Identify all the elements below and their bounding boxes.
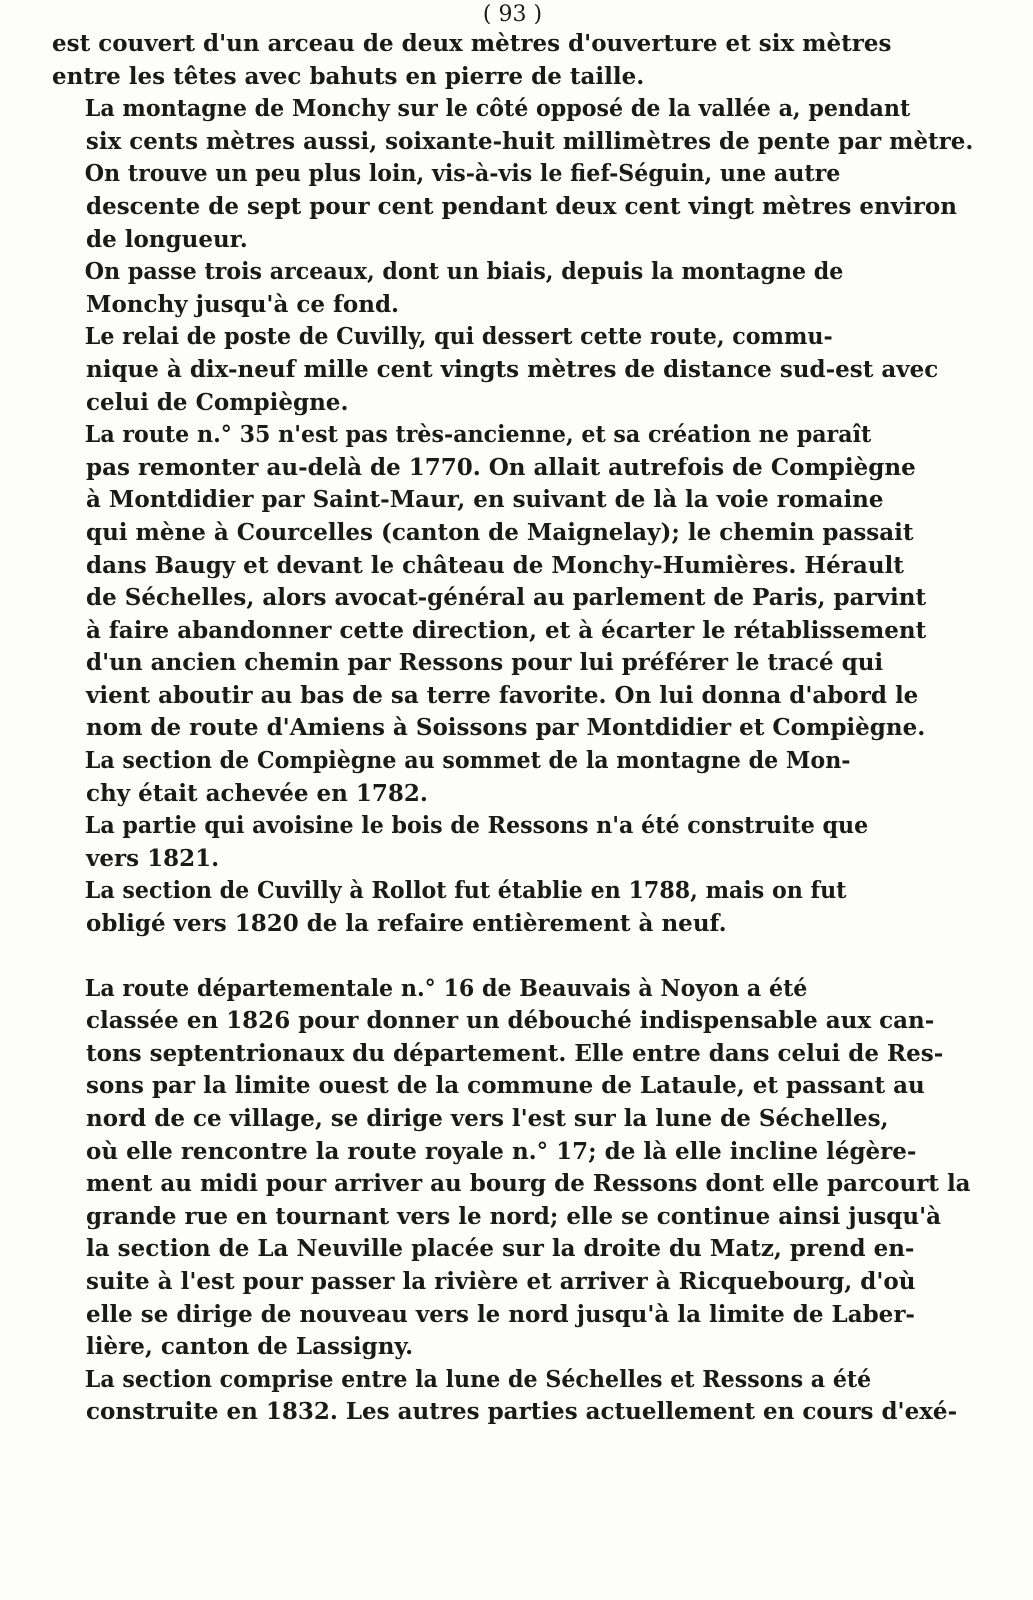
text-line: suite à l'est pour passer la rivière et arriver à Ricquebourg, d'où <box>86 1267 916 1295</box>
text-line: où elle rencontre la route royale n.° 17; de là elle incline légère- <box>86 1137 917 1165</box>
text-line: ment au midi pour arriver au bourg de Ressons dont elle parcourt la <box>86 1170 971 1198</box>
text-line: à Montdidier par Saint-Maur, en suivant de là la voie romaine <box>86 486 884 514</box>
text-line: entre les têtes avec bahuts en pierre de taille. <box>52 62 645 90</box>
paragraph <box>52 745 973 810</box>
text-line: construite en 1832. Les autres parties actuellement en cours d'exé- <box>86 1398 958 1426</box>
text-line: La route départementale n.° 16 de Beauvais à Noyon a été <box>84 974 808 1002</box>
text-line: On trouve un peu plus loin, vis-à-vis le fief-Séguin, une autre <box>84 160 841 188</box>
paragraph <box>52 158 973 256</box>
text-line: pas remonter au-delà de 1770. On allait autrefois de Compiègne <box>86 453 916 481</box>
text-line: d'un ancien chemin par Ressons pour lui préférer le tracé qui <box>86 649 884 677</box>
paragraph <box>52 256 973 321</box>
text-line: classée en 1826 pour donner un débouché indispensable aux can- <box>86 1007 935 1035</box>
text-line: six cents mètres aussi, soixante-huit millimètres de pente par mètre. <box>85 127 974 155</box>
text-line: sons par la limite ouest de la commune de Lataule, et passant au <box>86 1072 925 1100</box>
text-line: nique à dix-neuf mille cent vingts mètres de distance sud-est avec <box>86 355 939 383</box>
text-line: nom de route d'Amiens à Soissons par Montdidier et Compiègne. <box>86 714 926 742</box>
text-line: obligé vers 1820 de la refaire entièrement à neuf. <box>86 910 727 938</box>
page-number: ( 93 ) <box>482 2 543 24</box>
text-line: La route n.° 35 n'est pas très-ancienne, et sa création ne paraît <box>84 421 872 449</box>
text-line: La section de Compiègne au sommet de la montagne de Mon- <box>84 747 851 775</box>
paragraph <box>52 28 973 93</box>
text-line: La section de Cuvilly à Rollot fut établie en 1788, mais on fut <box>84 877 847 905</box>
text-body <box>52 28 973 1429</box>
text-line: celui de Compiègne. <box>86 388 349 416</box>
text-line: La montagne de Monchy sur le côté opposé de la vallée a, pendant <box>84 95 911 123</box>
text-line: Le relai de poste de Cuvilly, qui dessert cette route, commu- <box>84 323 833 351</box>
text-line: qui mène à Courcelles (canton de Maignelay); le chemin passait <box>86 518 914 546</box>
text-line: descente de sept pour cent pendant deux cent vingt mètres environ <box>86 192 957 220</box>
text-line: dans Baugy et devant le château de Monchy-Humières. Hérault <box>86 551 904 579</box>
text-line: nord de ce village, se dirige vers l'est sur la lune de Séchelles, <box>86 1105 889 1132</box>
text-line: de Séchelles, alors avocat-général au parlement de Paris, parvint <box>86 584 927 612</box>
text-line: grande rue en tournant vers le nord; elle se continue ainsi jusqu'à <box>86 1202 942 1230</box>
text-line: chy était achevée en 1782. <box>86 779 428 807</box>
paragraph <box>52 93 973 158</box>
text-line: elle se dirige de nouveau vers le nord jusqu'à la limite de Laber- <box>86 1300 915 1328</box>
text-line: de longueur. <box>86 225 248 253</box>
text-line: la section de La Neuville placée sur la droite du Matz, prend en- <box>86 1235 915 1263</box>
text-line: Monchy jusqu'à ce fond. <box>86 290 400 318</box>
paragraph <box>52 419 973 745</box>
paragraph <box>52 321 973 419</box>
text-line: lière, canton de Lassigny. <box>86 1333 414 1361</box>
paragraph <box>52 875 973 940</box>
paragraph <box>52 973 973 1364</box>
text-line: La section comprise entre la lune de Séchelles et Ressons a été <box>84 1365 872 1393</box>
text-line: La partie qui avoisine le bois de Ressons n'a été construite que <box>84 812 869 840</box>
paragraph <box>52 810 973 875</box>
text-line: vers 1821. <box>86 844 220 872</box>
text-line: On passe trois arceaux, dont un biais, depuis la montagne de <box>84 258 844 286</box>
text-line: vient aboutir au bas de sa terre favorite. On lui donna d'abord le <box>86 681 919 709</box>
text-line: est couvert d'un arceau de deux mètres d'ouverture et six mètres <box>52 30 892 57</box>
text-line: tons septentrionaux du département. Elle entre dans celui de Res- <box>86 1039 944 1067</box>
text-line: à faire abandonner cette direction, et à écarter le rétablissement <box>86 616 927 644</box>
paragraph <box>52 1364 973 1429</box>
